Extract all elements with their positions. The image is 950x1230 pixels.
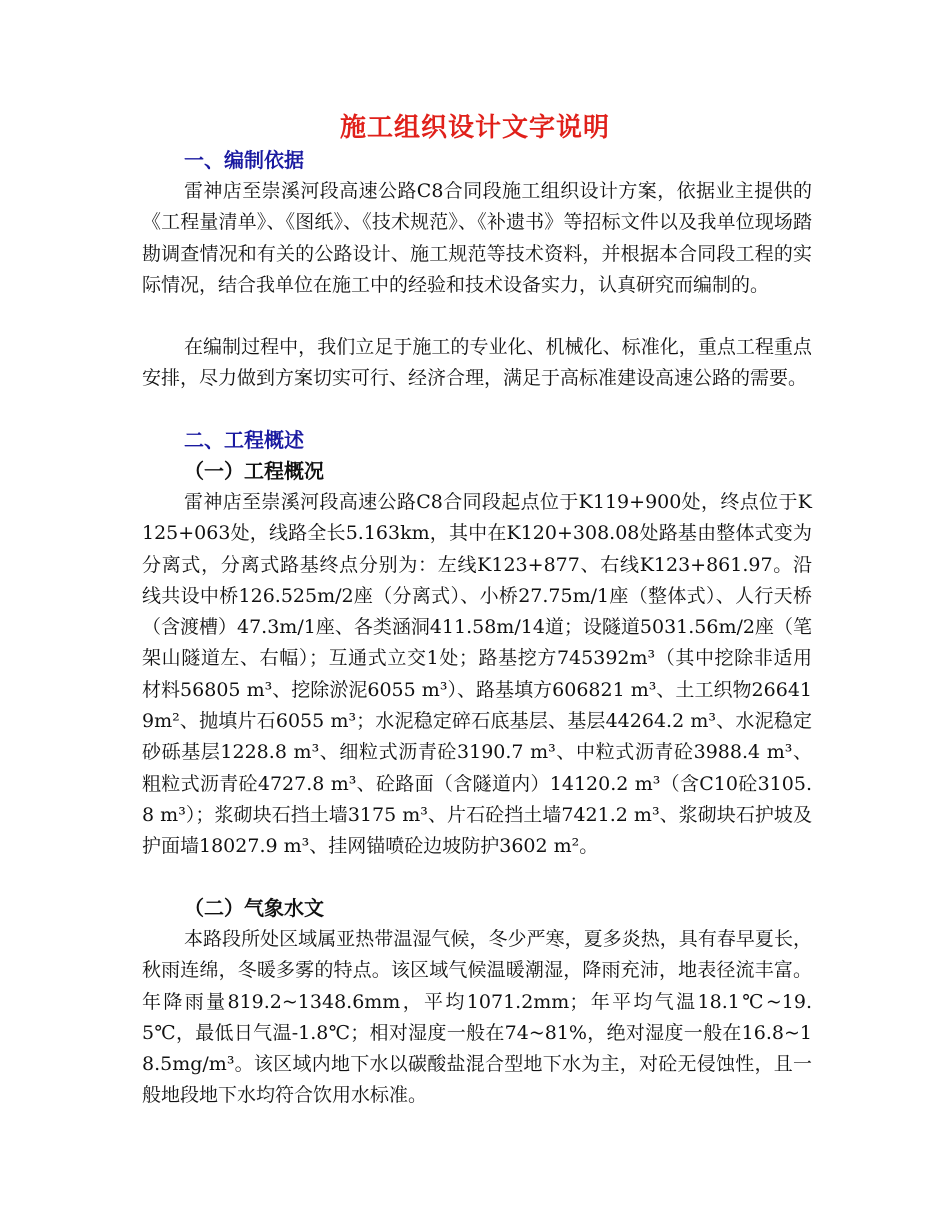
document-title: 施工组织设计文字说明 [339,113,610,143]
subsection-heading-project: （一）工程概况 [184,459,324,483]
paragraph-project-overview: 雷神店至崇溪河段高速公路C8合同段起点位于K119+900处，终点位于K125+063处，线路全长5.163km，其中在K120+308.08处路基由整体式变为分离式，分离式路基终点分别为：左线K123+877、右线K123+861.97。沿线共设中桥126.525m/2座（分离式）、小桥27.75m/1座（整体式）、人行天桥（含渡槽）47.3m/1座、各类涵洞411.58m/14道；设隧道5031.56m/2座（笔架山隧道左、右幅）；互通式立交1处；路基挖方745392m³（其中挖除非适用材料56805 m³、挖除淤泥6055 m³）、路基填方606821 m³、土工织物266419m²、抛填片石6055 m³；水泥稳定碎石底基层、基层44264.2 m³、水泥稳定砂砾基层1228.8 m³、细粒式沥青砼3190.7 m³、中粒式沥青砼3988.4 m³、粗粒式沥青砼4727.8 m³、砼路面（含隧道内）14120.2 m³（含C10砼3105.8 m³）；浆砌块石挡土墙3175 m³、片石砼挡土墙7421.2 m³、浆砌块石护坡及护面墙18027.9 m³、挂网锚喷砼边坡防护3602 m²。 [142,491,812,858]
paragraph-basis-2: 在编制过程中，我们立足于施工的专业化、机械化、标准化，重点工程重点安排，尽力做到方案切实可行、经济合理，满足于高标准建设高速公路的需要。 [142,336,812,390]
paragraph-basis-1: 雷神店至崇溪河段高速公路C8合同段施工组织设计方案，依据业主提供的《工程量清单》、《图纸》、《技术规范》、《补遗书》等招标文件以及我单位现场踏勘调查情况和有关的公路设计、施工规范等技术资料，并根据本合同段工程的实际情况，结合我单位在施工中的经验和技术设备实力，认真研究而编制的。 [142,180,812,296]
subsection-heading-climate: （二）气象水文 [184,896,324,920]
section-heading-basis: 一、编制依据 [184,148,304,172]
section-heading-overview: 二、工程概述 [184,428,304,452]
paragraph-climate-hydrology: 本路段所处区域属亚热带温湿气候，冬少严寒，夏多炎热，具有春早夏长，秋雨连绵，冬暖多雾的特点。该区域气候温暖潮湿，降雨充沛，地表径流丰富。年降雨量819.2~1348.6mm，平均1071.2mm；年平均气温18.1℃~19.5℃，最低日气温-1.8℃；相对湿度一般在74~81%，绝对湿度一般在16.8~18.5mg/m³。该区域内地下水以碳酸盐混合型地下水为主，对砼无侵蚀性，且一般地段地下水均符合饮用水标准。 [142,928,812,1107]
